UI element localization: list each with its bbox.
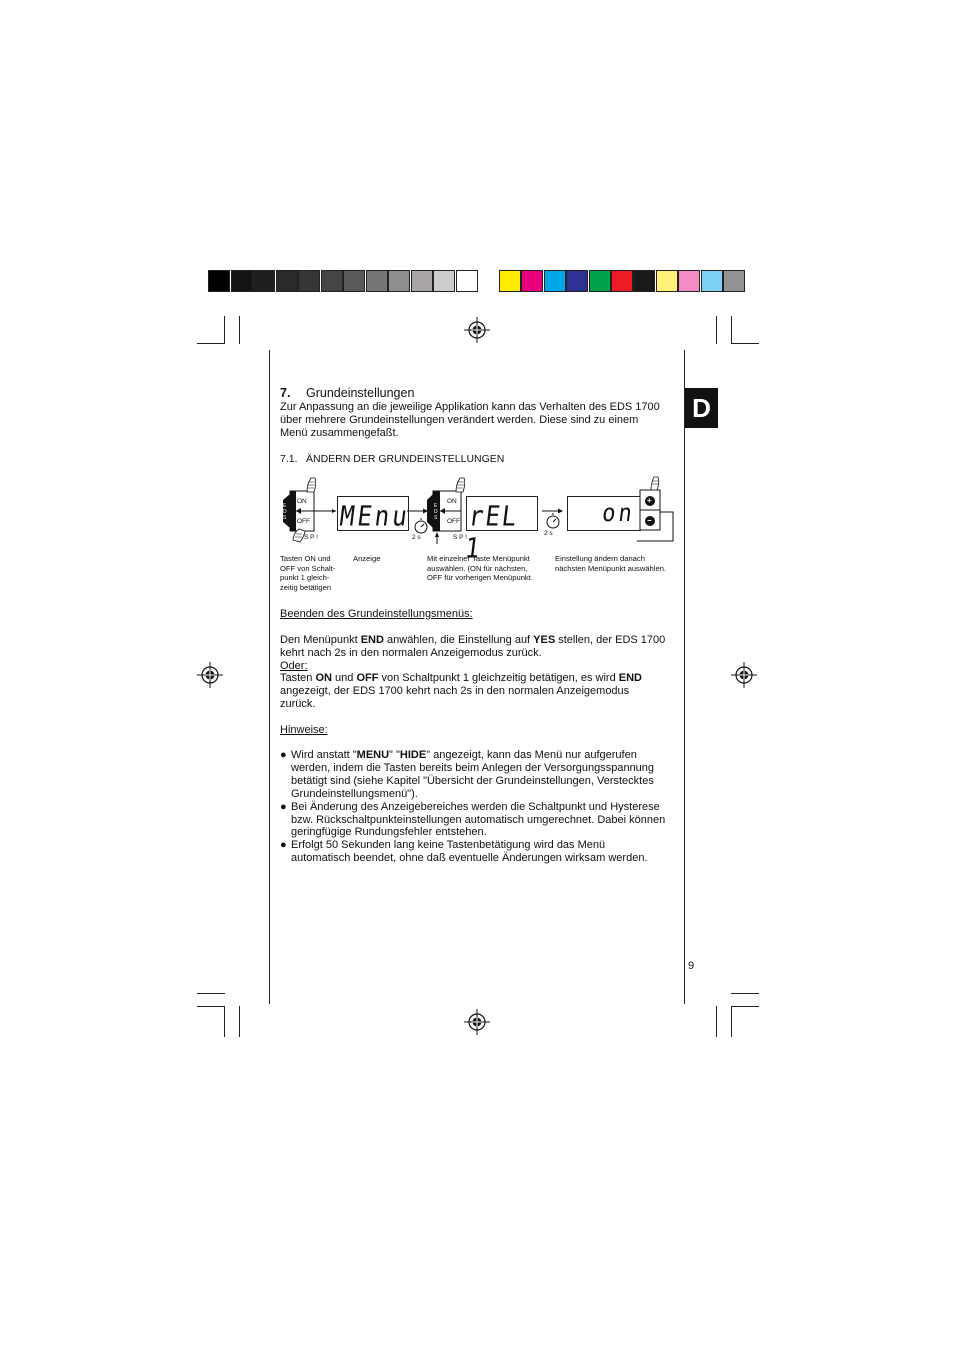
text: und	[331, 672, 357, 684]
color-swatch	[678, 270, 700, 292]
language-tab: D	[685, 388, 718, 428]
color-swatch	[589, 270, 611, 292]
gray-swatch	[366, 270, 388, 292]
bullet-icon: ●	[280, 749, 287, 761]
intro-line-3: Menü zusammengefaßt.	[280, 427, 399, 439]
end-menu-line-5: zurück.	[280, 698, 316, 710]
text: anwählen, die Einstellung auf	[383, 634, 534, 646]
note-3-line-2: automatisch beendet, ohne daß eventuelle Änderungen wirksam werden.	[291, 852, 648, 864]
caption-4	[555, 554, 666, 573]
device2-off-label: OFF	[447, 518, 460, 525]
registration-mark-top	[464, 317, 490, 343]
registration-mark-right	[731, 662, 757, 688]
text: " "	[389, 749, 400, 761]
plus-minus-keys	[637, 473, 677, 545]
caption-3-line: OFF für vorherigen Menüpunkt.	[427, 573, 533, 582]
caption-3	[427, 554, 533, 583]
text: stellen, der EDS 1700	[555, 634, 666, 646]
device2-side-label: E D S	[434, 503, 438, 521]
page-number: 9	[688, 960, 695, 972]
timer-label-1: 2 s	[412, 534, 421, 541]
text: " angezeigt, kann das Menü nur aufgerufen	[426, 749, 637, 761]
display-on	[567, 496, 641, 531]
keyword-off: OFF	[356, 672, 379, 684]
minus-key-label: −	[647, 516, 652, 525]
intro-line-2: über mehrere Grundeinstellungen verändert werden. Diese sind zu einem	[280, 414, 639, 426]
color-swatch	[723, 270, 745, 292]
text: von Schaltpunkt 1 gleichzeitig betätigen, es wird	[378, 672, 619, 684]
display-menu-text: MEnu	[338, 500, 412, 533]
note-1-line-2: werden, indem die Tasten bereits beim Anlegen der Versorgungsspannung	[291, 762, 655, 774]
gray-swatch	[276, 270, 298, 292]
display-relay-text: rEL 1	[463, 500, 521, 565]
color-swatch	[521, 270, 543, 292]
gray-swatch	[433, 270, 455, 292]
end-menu-line-1	[280, 634, 665, 647]
display-on-text: on	[600, 500, 637, 528]
keyword-end: END	[360, 634, 384, 646]
end-menu-line-3	[280, 672, 642, 685]
gray-swatch	[343, 270, 365, 292]
keyword-yes: YES	[533, 634, 556, 646]
color-swatch	[701, 270, 723, 292]
intro-line-1: Zur Anpassung an die jeweilige Applikation kann das Verhalten des EDS 1700	[280, 401, 660, 413]
plus-key-label: +	[647, 496, 652, 505]
notes-heading: Hinweise:	[280, 724, 328, 736]
color-swatch	[633, 270, 655, 292]
bullet-icon: ●	[280, 801, 287, 813]
caption-4-line: Einstellung ändern danach	[555, 554, 645, 563]
bullet-icon: ●	[280, 839, 287, 851]
gray-swatch	[411, 270, 433, 292]
section-heading	[280, 386, 414, 400]
device1-sp-label: S P !	[304, 534, 318, 541]
device1-off-label: OFF	[297, 518, 310, 525]
device2-on-label: ON	[447, 498, 457, 505]
arrow-1	[407, 507, 429, 515]
registration-mark-bottom	[464, 1009, 490, 1035]
note-1-line-3: betätigt sind (siehe Kapitel "Übersicht der Grundeinstellungen, Verstecktes	[291, 775, 654, 787]
timer-icon-2	[545, 513, 561, 529]
registration-mark-left	[197, 662, 223, 688]
gray-swatch	[321, 270, 343, 292]
end-menu-heading: Beenden des Grundeinstellungsmenüs:	[280, 608, 473, 620]
caption-1-line: punkt 1 gleich-	[280, 573, 330, 582]
subsection-heading	[280, 453, 504, 466]
subsection-title: ÄNDERN DER GRUNDEINSTELLUNGEN	[306, 453, 505, 465]
section-number: 7.	[280, 386, 291, 400]
color-swatch	[656, 270, 678, 292]
keyword-menu: MENU	[356, 749, 390, 761]
caption-1-line: OFF von Schalt-	[280, 563, 336, 573]
keyword-hide: HIDE	[399, 749, 427, 761]
keyword-end: END	[618, 672, 642, 684]
caption-2	[353, 554, 380, 564]
device1-side-label: E D S	[283, 503, 287, 521]
color-swatch	[566, 270, 588, 292]
text: Den Menüpunkt	[280, 634, 361, 646]
caption-3-line: auswählen. (ON für nächsten,	[427, 563, 528, 573]
note-2-line-3: geringfügige Rundungsfehler entstehen.	[291, 826, 487, 838]
gray-swatch	[298, 270, 320, 292]
caption-1-line: zeitig betätigen	[280, 582, 332, 592]
note-1-line-4: Grundeinstellungsmenü").	[291, 788, 418, 800]
subsection-number: 7.1.	[280, 453, 298, 465]
end-menu-line-2: kehrt nach 2s in den normalen Anzeigemodus zurück.	[280, 647, 542, 659]
timer-label-2: 2 s	[544, 530, 553, 537]
text: Tasten	[280, 672, 316, 684]
note-1-line-1	[291, 749, 637, 762]
text: Wird anstatt "	[291, 749, 357, 761]
device1-on-label: ON	[297, 498, 307, 505]
note-2-line-1: Bei Änderung des Anzeigebereiches werden die Schaltpunkt und Hysterese	[291, 801, 660, 813]
gray-swatch	[253, 270, 275, 292]
keyword-on: ON	[315, 672, 332, 684]
note-2-line-2: bzw. Rückschaltpunkteinstellungen automatisch umgerechnet. Dabei können	[291, 814, 666, 826]
caption-4-line: nächsten Menüpunkt auswählen.	[555, 563, 667, 573]
end-menu-line-4: angezeigt, der EDS 1700 kehrt nach 2s in den normalen Anzeigemodus	[280, 685, 630, 697]
gray-swatch	[456, 270, 478, 292]
color-swatch	[544, 270, 566, 292]
end-menu-oder: Oder:	[280, 660, 308, 672]
gray-swatch	[388, 270, 410, 292]
color-swatch	[499, 270, 521, 292]
caption-1-line: Tasten ON und	[280, 554, 331, 563]
color-swatch	[611, 270, 633, 292]
caption-1	[280, 554, 335, 592]
gray-swatch	[231, 270, 253, 292]
gray-swatch	[208, 270, 230, 292]
caption-3-line: Mit einzelner Taste Menüpunkt	[427, 554, 530, 563]
section-title: Grundeinstellungen	[306, 386, 415, 400]
caption-2-line: Anzeige	[353, 554, 381, 563]
device2-sp-label: S P !	[453, 534, 467, 541]
display-menu	[337, 496, 412, 533]
note-3-line-1: Erfolgt 50 Sekunden lang keine Tastenbetätigung wird das Menü	[291, 839, 606, 851]
